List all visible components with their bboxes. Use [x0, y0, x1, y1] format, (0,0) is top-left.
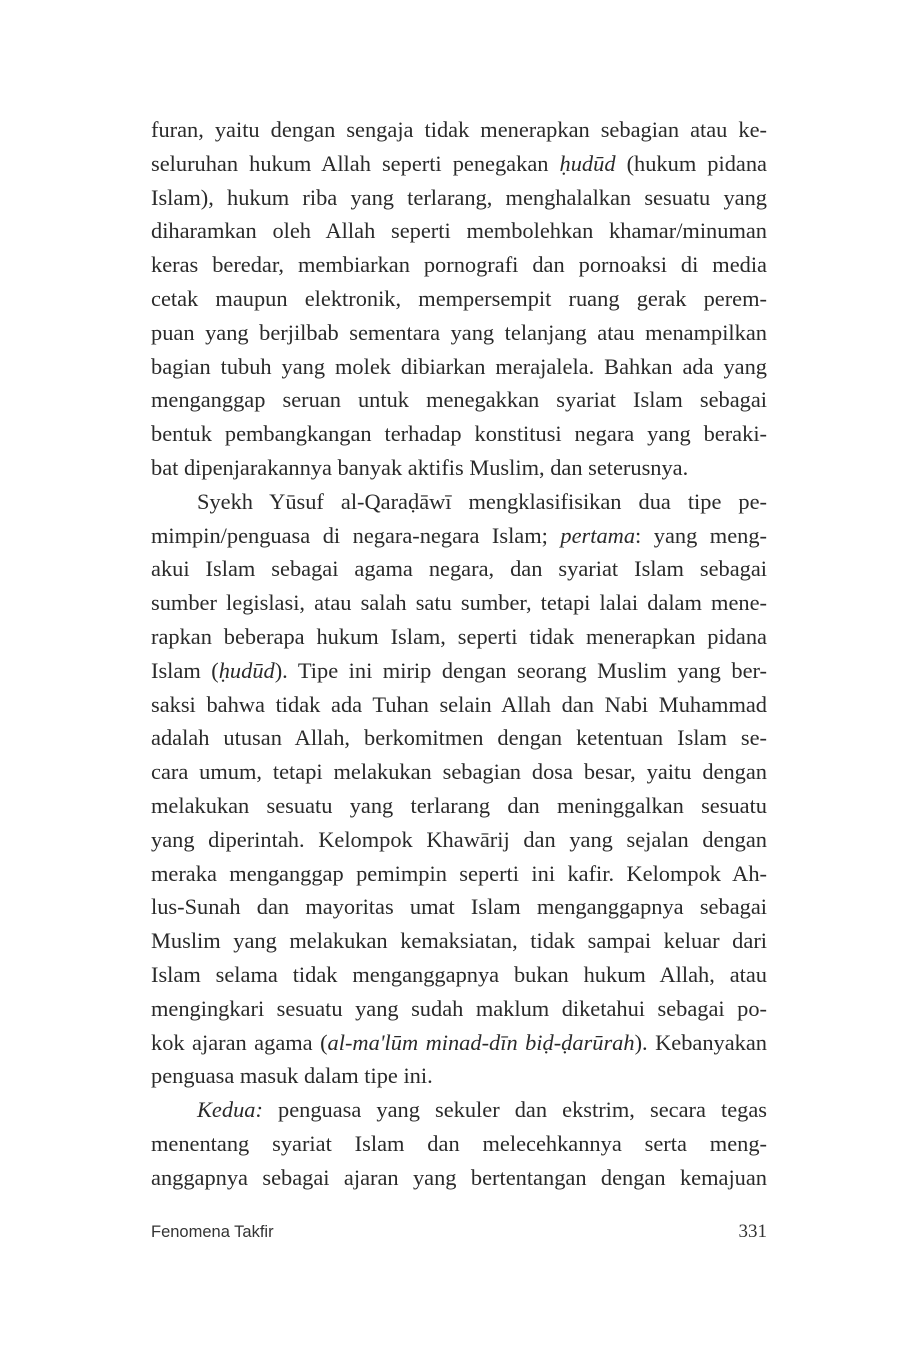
text-line: [151, 383, 767, 417]
text-line: [151, 417, 767, 451]
text-line: [151, 519, 767, 553]
text-run: : yang meng-: [635, 522, 767, 548]
italic-term: al-ma'lūm minad-dīn biḍ-ḍarūrah: [327, 1029, 635, 1055]
text-run: rapkan beberapa hukum Islam, seperti tidak menerapkan pidana: [151, 623, 767, 649]
page-number: 331: [738, 1221, 767, 1242]
text-run: sumber legislasi, atau salah satu sumber, tetapi lalai dalam mene-: [151, 590, 767, 616]
text-line: [151, 890, 767, 924]
text-line: [151, 789, 767, 823]
text-line: [151, 654, 767, 688]
text-run: keras beredar, membiarkan pornografi dan pornoaksi di media: [151, 252, 767, 278]
text-run: meraka menganggap pemimpin seperti ini kafir. Kelompok Ah-: [151, 860, 767, 886]
text-run: melakukan sesuatu yang terlarang dan meninggalkan sesuatu: [151, 792, 767, 818]
text-line: [151, 552, 767, 586]
italic-term: ḥudūd: [559, 150, 616, 176]
text-run: kok ajaran agama (: [151, 1029, 328, 1055]
text-run: Islam (: [151, 657, 219, 683]
text-line: [151, 147, 767, 181]
text-line: [151, 688, 767, 722]
text-line: [151, 350, 767, 384]
text-line: [151, 214, 767, 248]
running-title: Fenomena Takfir: [151, 1223, 274, 1241]
text-run: ). Kebanyakan: [634, 1029, 767, 1055]
text-run: Islam), hukum riba yang terlarang, menghalalkan sesuatu yang: [151, 184, 767, 210]
text-run: (hukum pidana: [615, 150, 767, 176]
body-text: [151, 113, 767, 1195]
text-line: [151, 857, 767, 891]
text-run: seluruhan hukum Allah seperti penegakan: [151, 150, 560, 176]
italic-term: pertama: [560, 522, 636, 548]
text-run: bentuk pembangkangan terhadap konstitusi negara yang beraki-: [151, 421, 767, 447]
text-line: [151, 1026, 767, 1060]
text-line: [151, 1093, 767, 1127]
text-line: [151, 451, 767, 485]
text-line: [151, 248, 767, 282]
text-run: penguasa yang sekuler dan ekstrim, secara tegas: [262, 1097, 767, 1123]
text-run: adalah utusan Allah, berkomitmen dengan ketentuan Islam se-: [151, 725, 767, 751]
text-line: [151, 823, 767, 857]
text-line: [151, 316, 767, 350]
paragraph-p3: [151, 1093, 767, 1194]
text-line: [151, 1127, 767, 1161]
paragraph-p2: [151, 485, 767, 1093]
text-run: yang diperintah. Kelompok Khawārij dan yang sejalan dengan: [151, 826, 767, 852]
text-run: ). Tipe ini mirip dengan seorang Muslim yang ber-: [274, 657, 767, 683]
text-run: menentang syariat Islam dan melecehkannya serta meng-: [151, 1130, 767, 1156]
text-run: cetak maupun elektronik, mempersempit ruang gerak perem-: [151, 285, 767, 311]
text-line: [151, 1059, 767, 1093]
text-run: anggapnya sebagai ajaran yang bertentangan dengan kemajuan: [151, 1164, 767, 1190]
text-line: [151, 924, 767, 958]
text-run: Muslim yang melakukan kemaksiatan, tidak sampai keluar dari: [151, 928, 767, 954]
text-line: [151, 958, 767, 992]
text-run: saksi bahwa tidak ada Tuhan selain Allah dan Nabi Muhammad: [151, 691, 767, 717]
text-line: [151, 181, 767, 215]
text-run: Islam selama tidak menganggapnya bukan hukum Allah, atau: [151, 961, 767, 987]
text-run: Syekh Yūsuf al-Qaraḍāwī mengklasifisikan dua tipe pe-: [197, 488, 767, 514]
text-line: [151, 485, 767, 519]
text-line: [151, 282, 767, 316]
paragraph-p1: [151, 113, 767, 485]
italic-term: ḥudūd: [218, 657, 275, 683]
text-run: puan yang berjilbab sementara yang telanjang atau menampilkan: [151, 319, 767, 345]
text-run: akui Islam sebagai agama negara, dan syariat Islam sebagai: [151, 556, 767, 582]
text-run: mengingkari sesuatu yang sudah maklum diketahui sebagai po-: [151, 995, 767, 1021]
text-run: lus-Sunah dan mayoritas umat Islam menganggapnya sebagai: [151, 894, 767, 920]
text-run: penguasa masuk dalam tipe ini.: [151, 1063, 433, 1089]
text-run: mimpin/penguasa di negara-negara Islam;: [151, 522, 561, 548]
text-run: diharamkan oleh Allah seperti membolehkan khamar/minuman: [151, 218, 767, 244]
text-line: [151, 992, 767, 1026]
text-run: bagian tubuh yang molek dibiarkan merajalela. Bahkan ada yang: [151, 353, 767, 379]
text-line: [151, 721, 767, 755]
text-run: cara umum, tetapi melakukan sebagian dosa besar, yaitu dengan: [151, 759, 767, 785]
text-line: [151, 586, 767, 620]
text-run: menganggap seruan untuk menegakkan syariat Islam sebagai: [151, 387, 767, 413]
text-line: [151, 620, 767, 654]
text-line: [151, 113, 767, 147]
text-run: furan, yaitu dengan sengaja tidak menerapkan sebagian atau ke-: [151, 117, 767, 142]
text-line: [151, 1161, 767, 1195]
text-run: bat dipenjarakannya banyak aktifis Muslim, dan seterusnya.: [151, 454, 689, 480]
italic-term: Kedua:: [197, 1097, 263, 1123]
text-line: [151, 755, 767, 789]
